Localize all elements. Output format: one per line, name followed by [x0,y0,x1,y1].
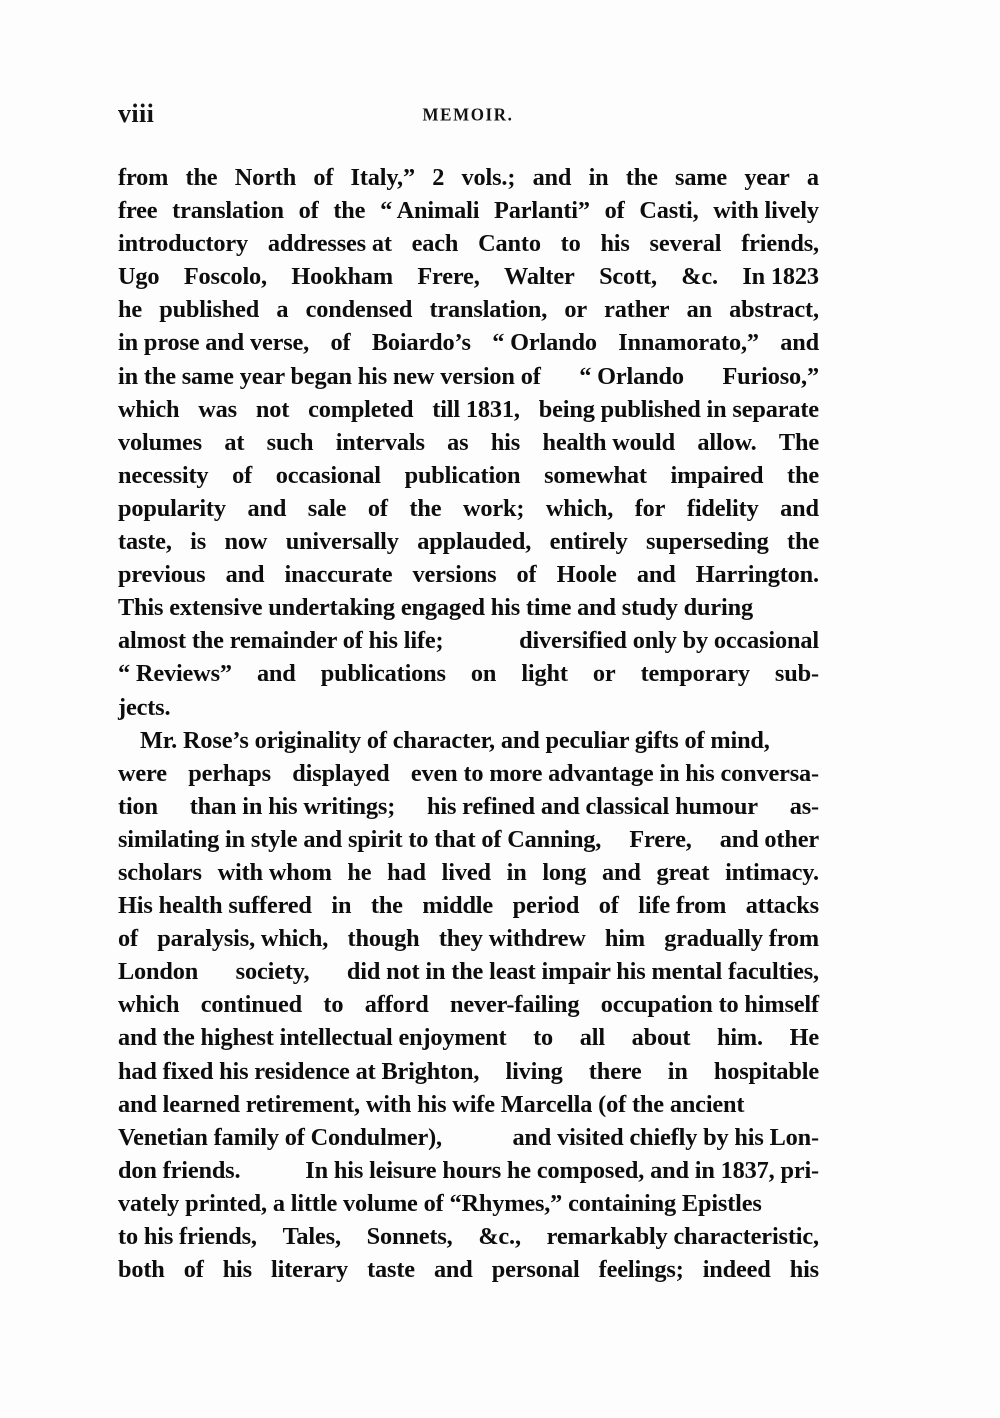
line-segment: to [560,230,581,258]
line-segment: perhaps [188,759,271,787]
line-segment: personal [491,1256,580,1284]
line-segment: there [588,1057,642,1085]
line-segment: “ Orlando [579,362,684,390]
line-segment: continued [200,991,302,1019]
line-segment: to his friends, [118,1223,257,1250]
line-segment: &c. [681,263,718,291]
line-segment: which [118,991,180,1019]
line-segment: light [521,660,568,688]
line-segment: even to more advantage in his conversa- [410,759,819,787]
text-line [118,260,819,293]
line-segment: In 1823 [742,263,819,291]
line-segment: popularity [118,494,226,522]
line-segment: intimacy. [725,858,819,886]
line-segment: feelings; [598,1256,684,1284]
line-segment: universally [285,528,399,556]
line-segment: allow. [697,428,757,456]
page-folio: viii [118,99,155,128]
line-segment: occupation to himself [600,991,819,1019]
line-segment: and [602,858,641,886]
text-line [118,1055,819,1088]
line-segment: of [118,925,138,953]
line-segment: did not in the least impair his mental faculties, [346,958,819,986]
line-segment: and [780,494,819,522]
line-segment: being published in separate [538,395,819,423]
line-segment: friends, [741,230,819,258]
line-segment: fidelity [686,494,759,522]
text-line [118,790,819,823]
line-segment: he [118,296,142,324]
text-line [118,293,819,326]
line-segment: don friends. [118,1156,241,1184]
line-segment: the [333,197,366,225]
line-segment: volumes [118,428,202,456]
line-segment: till 1831, [432,395,520,423]
line-segment: all [579,1024,605,1052]
line-segment: in [667,1057,688,1085]
line-segment: the [787,528,819,556]
line-segment: previous [118,561,206,589]
line-segment: vols.; [461,164,516,191]
line-segment: Frere, [417,263,480,291]
line-segment: “ Animali [380,197,480,225]
line-segment: in the same year began his new version of [118,362,541,390]
line-segment: Venetian family of Condulmer), [118,1123,442,1151]
line-segment: 2 [432,164,445,191]
line-segment: applauded, [417,528,532,556]
line-segment: the [625,164,658,191]
line-segment: inaccurate [284,561,393,589]
line-segment: of [232,461,253,489]
line-segment: the [409,494,442,522]
text-line [118,1154,819,1187]
line-segment: superseding [646,528,769,556]
line-segment: Sonnets, [366,1223,453,1250]
line-segment: and [636,561,676,589]
line-segment: the [185,164,218,191]
text-line [118,624,819,657]
line-segment: same [675,164,728,191]
line-segment: addresses at [267,230,392,258]
line-segment: the [787,461,819,489]
line-segment: free [118,197,158,225]
running-head-title: MEMOIR. [422,105,514,125]
line-segment: diversified only by occasional [519,627,819,655]
line-segment: such [266,428,314,456]
line-segment: translation, [429,296,548,324]
line-segment: from [118,164,169,191]
line-segment: afford [364,991,429,1019]
text-line: and learned retirement, with his wife Marcella (of the ancient [118,1090,745,1118]
line-segment: entirely [549,528,628,556]
line-segment: Boiardo’s [371,329,471,357]
line-segment: to [323,991,344,1019]
line-segment: Furioso,” [722,362,819,390]
text-line [118,161,819,194]
line-segment: versions [412,561,497,589]
line-segment: taste, [118,528,172,556]
line-segment: as- [789,792,819,820]
line-segment: both [118,1256,165,1284]
line-segment: with lively [713,197,819,225]
line-segment: year [744,164,790,191]
line-segment: his [222,1256,252,1284]
line-segment: his [490,428,521,456]
line-segment: Hookham [291,263,393,291]
line-segment: than in his writings; [189,792,396,820]
line-segment: &c., [478,1223,521,1250]
line-segment: the [370,892,403,920]
line-segment: translation [172,197,284,225]
line-segment: him. [716,1024,763,1052]
line-segment: Tales, [282,1223,341,1250]
line-segment: his refined and classical humour [426,792,758,820]
text-line [118,459,819,492]
text-line [118,1021,819,1054]
line-segment: introductory [118,230,249,258]
line-segment: of [516,561,537,589]
line-segment: of [330,329,351,357]
line-segment: living [505,1057,563,1085]
line-segment: were [118,759,167,787]
line-segment: his [789,1256,819,1284]
text-line [118,426,819,459]
line-segment: temporary [640,660,750,688]
line-segment: publication [404,461,521,489]
line-segment: which, [545,494,614,522]
line-segment: which [118,395,180,423]
line-segment: of [183,1256,204,1284]
line-segment: Canto [478,230,541,258]
line-segment: had [387,858,426,886]
line-segment: The [778,428,819,456]
text-line [118,955,819,988]
line-segment: health would [542,428,675,456]
line-segment: with whom [217,858,332,886]
line-segment: on [470,660,497,688]
line-segment: long [542,858,587,886]
line-segment: each [411,230,459,258]
paragraph [118,724,819,1287]
line-segment: never-failing [449,991,580,1019]
line-segment: or [592,660,616,688]
line-segment: and [256,660,296,688]
text-line [118,360,819,393]
line-segment: and [225,561,265,589]
text-line: vately printed, a little volume of “Rhymes,” containing Epistles [118,1189,762,1217]
paragraph [118,161,819,724]
line-segment: as [447,428,469,456]
line-segment: period [512,892,580,920]
line-segment: and [433,1256,473,1284]
line-segment: He [789,1024,819,1052]
line-segment: necessity [118,461,209,489]
line-segment: almost the remainder of his life; [118,627,444,655]
line-segment: remarkably characteristic, [546,1223,819,1250]
line-segment: London [118,958,199,986]
text-line [118,988,819,1021]
line-segment: paralysis, which, [157,925,329,953]
line-segment: condensed [305,296,413,324]
line-segment: in prose and verse, [118,329,310,357]
line-segment: of [604,197,625,225]
line-segment: and visited chiefly by his Lon- [512,1123,819,1151]
line-segment: rather [604,296,670,324]
line-segment: about [631,1024,691,1052]
line-segment: Walter [504,263,575,291]
text-line [118,194,819,227]
line-segment: indeed [702,1256,771,1284]
line-segment: of [598,892,619,920]
line-segment: impaired [670,461,764,489]
text-line [118,227,819,260]
line-segment: published [159,296,260,324]
line-segment: and [532,164,572,191]
line-segment: displayed [292,759,390,787]
text-line: Mr. Rose’s originality of character, and peculiar gifts of mind, [140,726,770,754]
line-segment: his [600,230,630,258]
text-line [118,558,819,591]
text-line [118,1253,819,1286]
line-segment: or [564,296,587,324]
text-line [118,889,819,922]
line-segment: though [347,925,420,953]
line-segment: great [656,858,710,886]
line-segment: work; [462,494,525,522]
text-line [118,393,819,426]
line-segment: and [780,329,819,357]
line-segment: Foscolo, [183,263,267,291]
line-segment: at [224,428,245,456]
text-line [118,657,819,690]
line-segment: was [198,395,237,423]
line-segment: now [224,528,268,556]
line-segment: of [367,494,388,522]
line-segment: sale [307,494,347,522]
line-segment: Italy,” [350,164,415,191]
line-segment: is [190,528,207,556]
line-segment: life from [638,892,727,920]
line-segment: similating in style and spirit to that of Canning, [118,825,602,853]
body-text-block [118,161,819,1286]
line-segment: Innamorato,” [618,329,759,357]
line-segment: hospitable [713,1057,819,1085]
line-segment: middle [422,892,494,920]
line-segment: lived [441,858,491,886]
line-segment: taste [367,1256,415,1284]
text-line [118,1220,819,1253]
text-line [118,856,819,889]
line-segment: Frere, [629,825,692,853]
line-segment: His health suffered [118,892,312,920]
line-segment: literary [271,1256,349,1284]
line-segment: sub- [774,660,819,688]
line-segment: North [234,164,297,191]
line-segment: of [298,197,319,225]
text-line: This extensive undertaking engaged his time and study during [118,594,753,622]
text-line [118,525,819,558]
line-segment: gradually from [664,925,819,953]
line-segment: society, [235,958,310,986]
line-segment: of [313,164,334,191]
line-segment: in [588,164,609,191]
text-line [118,1121,819,1154]
line-segment: he [347,858,372,886]
line-segment: somewhat [544,461,647,489]
line-segment: Casti, [639,197,699,225]
line-segment: Ugo [118,263,160,291]
line-segment: and [247,494,287,522]
line-segment: and the highest intellectual enjoyment [118,1024,507,1052]
line-segment: they withdrew [438,925,586,953]
line-segment: not [255,395,290,423]
line-segment: “ Orlando [492,329,597,357]
text-line [118,823,819,856]
line-segment: and other [719,825,819,853]
line-segment: tion [118,792,158,820]
text-line [118,326,819,359]
line-segment: Harrington. [695,561,819,589]
text-line [118,757,819,790]
line-segment: an [686,296,712,324]
line-segment: for [634,494,666,522]
line-segment: intervals [335,428,425,456]
line-segment: in [331,892,352,920]
running-head [118,99,818,129]
line-segment: to [533,1024,554,1052]
line-segment: attacks [745,892,819,920]
line-segment: scholars [118,858,202,886]
line-segment: Scott, [599,263,657,291]
text-line [118,492,819,525]
line-segment: a [806,164,819,191]
line-segment: several [649,230,722,258]
line-segment: Parlanti” [494,197,590,225]
line-segment: him [604,925,645,953]
line-segment: occasional [275,461,381,489]
line-segment: Hoole [556,561,617,589]
text-line [118,922,819,955]
line-segment: in [506,858,527,886]
text-line: jects. [118,693,171,721]
line-segment: In his leisure hours he composed, and in 1837, pri- [305,1156,819,1184]
line-segment: abstract, [729,296,819,324]
line-segment: completed [308,395,414,423]
line-segment: a [276,296,289,324]
line-segment: had fixed his residence at Brighton, [118,1057,480,1085]
line-segment: publications [320,660,446,688]
line-segment: “ Reviews” [118,660,232,688]
